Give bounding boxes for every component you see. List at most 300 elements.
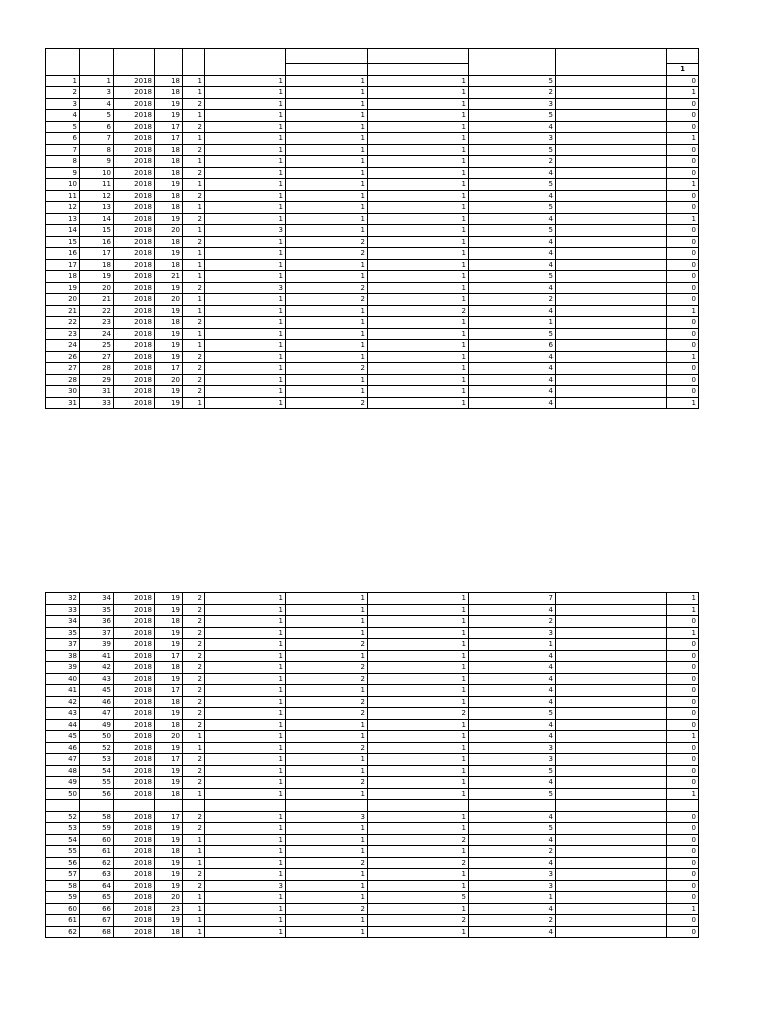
table-cell: 1 [205, 248, 286, 260]
table-cell: 1 [183, 225, 205, 237]
table-row [46, 685, 699, 697]
table-cell: 2 [183, 627, 205, 639]
table-cell: 37 [80, 627, 114, 639]
table-cell: 1 [183, 75, 205, 87]
table-cell: 1 [368, 87, 469, 99]
table-cell: 2 [183, 213, 205, 225]
table-row [46, 742, 699, 754]
table-cell: 1 [667, 788, 699, 800]
table-cell: 18 [80, 259, 114, 271]
table-cell [556, 121, 667, 133]
table-cell: 1 [368, 869, 469, 881]
table-cell: 46 [80, 696, 114, 708]
table-cell: 1 [667, 397, 699, 409]
table-cell: 1 [205, 340, 286, 352]
table-cell: 1 [205, 294, 286, 306]
table-cell: 1 [368, 719, 469, 731]
table-cell [556, 915, 667, 927]
table-cell: 1 [205, 328, 286, 340]
table-cell: 18 [46, 271, 80, 283]
table-cell: 3 [46, 98, 80, 110]
table-cell: 1 [368, 282, 469, 294]
table-cell: 31 [80, 386, 114, 398]
table-cell: 2018 [114, 156, 155, 168]
table-cell: 4 [469, 167, 556, 179]
table-cell: 1 [286, 604, 368, 616]
table-cell: 1 [667, 305, 699, 317]
table-cell: 4 [469, 305, 556, 317]
table-cell: 5 [469, 328, 556, 340]
table-row [46, 351, 699, 363]
table-cell: 1 [368, 328, 469, 340]
table-cell: 1 [205, 271, 286, 283]
table-cell: 1 [286, 133, 368, 145]
table-cell: 0 [667, 259, 699, 271]
table-cell: 1 [183, 87, 205, 99]
table-cell: 1 [286, 685, 368, 697]
table-row [46, 190, 699, 202]
table-cell: 2018 [114, 731, 155, 743]
header-cell [286, 49, 368, 64]
table-cell: 0 [667, 823, 699, 835]
table-cell: 2018 [114, 742, 155, 754]
table-cell: 2018 [114, 248, 155, 260]
table-cell: 67 [80, 915, 114, 927]
table-cell: 54 [46, 834, 80, 846]
table-cell: 1 [205, 915, 286, 927]
table-cell: 17 [155, 650, 183, 662]
table-cell: 1 [205, 639, 286, 651]
table-cell: 0 [667, 236, 699, 248]
table-cell [556, 823, 667, 835]
table-cell: 19 [46, 282, 80, 294]
table-cell: 4 [469, 926, 556, 938]
table-cell [556, 616, 667, 628]
table-cell: 2018 [114, 685, 155, 697]
table-cell: 10 [46, 179, 80, 191]
table-cell: 8 [80, 144, 114, 156]
table-cell: 43 [46, 708, 80, 720]
table-cell: 2 [469, 87, 556, 99]
table-cell: 1 [368, 926, 469, 938]
table-cell: 1 [286, 892, 368, 904]
table-cell: 19 [155, 386, 183, 398]
table-cell: 2 [286, 294, 368, 306]
table-cell: 2 [183, 754, 205, 766]
table-cell: 1 [205, 110, 286, 122]
table-cell: 12 [46, 202, 80, 214]
table-cell [114, 800, 155, 812]
table-cell: 1 [368, 627, 469, 639]
table-cell: 1 [286, 869, 368, 881]
table-cell: 34 [46, 616, 80, 628]
table-cell: 1 [286, 834, 368, 846]
table-cell: 2018 [114, 903, 155, 915]
table-cell: 2018 [114, 593, 155, 605]
table-cell: 6 [46, 133, 80, 145]
table-cell: 2018 [114, 788, 155, 800]
table-cell: 58 [46, 880, 80, 892]
table-cell: 1 [286, 754, 368, 766]
table-cell: 11 [46, 190, 80, 202]
table-cell [155, 800, 183, 812]
table-cell: 0 [667, 156, 699, 168]
table-cell: 1 [667, 593, 699, 605]
table-cell: 17 [155, 133, 183, 145]
table-cell: 1 [205, 351, 286, 363]
table-cell [556, 202, 667, 214]
table-cell [556, 765, 667, 777]
table-cell [667, 800, 699, 812]
table-cell: 17 [155, 685, 183, 697]
table-row [46, 708, 699, 720]
table-cell: 0 [667, 225, 699, 237]
table-cell: 1 [205, 869, 286, 881]
table-cell: 20 [155, 892, 183, 904]
table-cell: 68 [80, 926, 114, 938]
data-table-bottom [45, 592, 699, 938]
table-cell: 47 [80, 708, 114, 720]
table-cell: 1 [368, 846, 469, 858]
table-row [46, 328, 699, 340]
table-cell [556, 282, 667, 294]
table-cell [556, 156, 667, 168]
table-cell: 15 [46, 236, 80, 248]
table-cell: 1 [368, 880, 469, 892]
table-cell: 1 [183, 857, 205, 869]
header-cell [155, 49, 183, 76]
table-row [46, 156, 699, 168]
table-cell: 17 [155, 811, 183, 823]
table-cell: 35 [46, 627, 80, 639]
table-cell: 1 [205, 811, 286, 823]
table-cell [556, 236, 667, 248]
table-cell: 4 [469, 731, 556, 743]
table-cell [556, 328, 667, 340]
table-cell: 13 [80, 202, 114, 214]
table-cell [556, 213, 667, 225]
header-row-1 [46, 49, 699, 64]
table-cell: 1 [205, 190, 286, 202]
table-cell: 4 [80, 98, 114, 110]
table-cell: 1 [205, 593, 286, 605]
table-cell: 41 [46, 685, 80, 697]
table-cell: 1 [205, 892, 286, 904]
table-cell [556, 110, 667, 122]
header-cell [114, 49, 155, 76]
table-cell: 1 [286, 305, 368, 317]
table-cell: 1 [205, 236, 286, 248]
table-cell: 1 [368, 202, 469, 214]
table-cell: 2 [183, 650, 205, 662]
table-cell: 1 [667, 351, 699, 363]
table-cell: 2 [183, 317, 205, 329]
table-cell: 1 [286, 616, 368, 628]
table-cell: 1 [183, 742, 205, 754]
table-cell: 3 [205, 225, 286, 237]
table-cell: 4 [469, 673, 556, 685]
table-row [46, 282, 699, 294]
table-cell: 1 [205, 685, 286, 697]
table-cell: 2 [183, 765, 205, 777]
table-cell: 19 [155, 98, 183, 110]
table-cell: 2 [368, 915, 469, 927]
table-cell: 2018 [114, 328, 155, 340]
table-cell: 1 [286, 156, 368, 168]
table-cell: 1 [368, 294, 469, 306]
table-cell: 4 [469, 857, 556, 869]
table-cell: 45 [46, 731, 80, 743]
header-cell [205, 49, 286, 76]
table-cell [556, 75, 667, 87]
table-cell [556, 811, 667, 823]
table-cell: 1 [368, 167, 469, 179]
table-cell: 2 [286, 742, 368, 754]
table-cell: 24 [80, 328, 114, 340]
table-row [46, 236, 699, 248]
table-cell: 1 [183, 397, 205, 409]
table-cell: 1 [183, 133, 205, 145]
table-cell [556, 305, 667, 317]
table-cell: 2 [183, 144, 205, 156]
table-cell [556, 857, 667, 869]
table-cell: 2018 [114, 915, 155, 927]
table-cell [46, 800, 80, 812]
table-cell: 1 [286, 593, 368, 605]
table-cell: 1 [183, 259, 205, 271]
table-row [46, 777, 699, 789]
table-cell [556, 800, 667, 812]
table-cell: 0 [667, 294, 699, 306]
table-cell: 2 [469, 915, 556, 927]
table-cell: 2 [469, 294, 556, 306]
table-cell: 9 [80, 156, 114, 168]
header-cell [368, 64, 469, 76]
table-cell: 1 [286, 259, 368, 271]
table-cell [556, 179, 667, 191]
table-cell: 2018 [114, 271, 155, 283]
header-cell [469, 49, 556, 76]
table-cell: 18 [155, 926, 183, 938]
table-cell: 19 [155, 328, 183, 340]
table-cell: 19 [155, 834, 183, 846]
table-cell: 1 [205, 708, 286, 720]
table-cell: 0 [667, 696, 699, 708]
table-cell: 0 [667, 926, 699, 938]
table-cell: 3 [469, 754, 556, 766]
table-cell: 1 [205, 133, 286, 145]
table-cell: 1 [205, 374, 286, 386]
table-cell: 1 [368, 374, 469, 386]
table-cell: 2018 [114, 397, 155, 409]
table-cell: 1 [368, 340, 469, 352]
table-cell: 2018 [114, 708, 155, 720]
table-cell: 1 [183, 179, 205, 191]
table-cell: 1 [286, 386, 368, 398]
table-cell: 2 [286, 248, 368, 260]
table-cell: 1 [205, 834, 286, 846]
table-cell: 0 [667, 75, 699, 87]
table-cell: 0 [667, 719, 699, 731]
table-cell: 18 [155, 719, 183, 731]
table-cell: 1 [368, 225, 469, 237]
table-cell: 26 [46, 351, 80, 363]
table-cell: 2018 [114, 305, 155, 317]
table-cell: 0 [667, 363, 699, 375]
table-cell: 1 [205, 616, 286, 628]
header-cell [46, 49, 80, 76]
table-cell: 1 [286, 121, 368, 133]
table-cell: 37 [46, 639, 80, 651]
table-cell [286, 800, 368, 812]
table-cell: 0 [667, 202, 699, 214]
table-cell: 54 [80, 765, 114, 777]
table-cell [556, 363, 667, 375]
table-cell: 60 [80, 834, 114, 846]
table-cell: 1 [183, 271, 205, 283]
table-cell: 42 [80, 662, 114, 674]
table-cell: 19 [155, 823, 183, 835]
table-cell: 1 [183, 926, 205, 938]
table-cell: 2018 [114, 639, 155, 651]
table-cell: 4 [469, 696, 556, 708]
table-cell: 1 [368, 259, 469, 271]
table-cell: 21 [155, 271, 183, 283]
table-cell: 2018 [114, 225, 155, 237]
table-cell: 4 [469, 363, 556, 375]
table-cell: 18 [155, 788, 183, 800]
table-cell: 19 [155, 282, 183, 294]
table-cell: 1 [368, 903, 469, 915]
table-cell: 20 [80, 282, 114, 294]
table-cell: 1 [368, 742, 469, 754]
table-cell: 43 [80, 673, 114, 685]
table-cell: 2 [286, 708, 368, 720]
table-cell: 1 [286, 167, 368, 179]
table-cell: 1 [205, 397, 286, 409]
table-cell: 2018 [114, 179, 155, 191]
table-cell: 49 [46, 777, 80, 789]
table-cell: 4 [469, 604, 556, 616]
table-cell: 18 [155, 87, 183, 99]
table-cell: 3 [286, 811, 368, 823]
table-row [46, 650, 699, 662]
table-row [46, 340, 699, 352]
table-row [46, 869, 699, 881]
table-cell: 2 [183, 708, 205, 720]
table-cell: 39 [80, 639, 114, 651]
table-cell: 18 [155, 259, 183, 271]
table-cell [556, 788, 667, 800]
table-cell: 1 [368, 156, 469, 168]
table-cell: 20 [155, 225, 183, 237]
table-row [46, 259, 699, 271]
table-cell: 5 [469, 110, 556, 122]
table-cell: 2 [183, 282, 205, 294]
table-cell: 1 [368, 236, 469, 248]
table-cell: 1 [286, 75, 368, 87]
table-cell: 1 [205, 696, 286, 708]
table-cell: 1 [368, 777, 469, 789]
table-cell: 1 [286, 731, 368, 743]
table-cell: 5 [80, 110, 114, 122]
table-cell: 1 [286, 179, 368, 191]
table-cell: 3 [469, 627, 556, 639]
table-cell: 19 [155, 765, 183, 777]
table-row [46, 363, 699, 375]
table-cell: 1 [286, 271, 368, 283]
table-cell: 1 [368, 317, 469, 329]
table-row [46, 75, 699, 87]
table-cell: 1 [368, 363, 469, 375]
table-cell: 1 [368, 248, 469, 260]
table-cell: 2 [183, 351, 205, 363]
table-cell [556, 225, 667, 237]
table-cell [556, 604, 667, 616]
table-cell: 2 [183, 386, 205, 398]
table-cell: 2 [183, 639, 205, 651]
table-cell: 19 [155, 708, 183, 720]
table-cell: 27 [80, 351, 114, 363]
header-cell [80, 49, 114, 76]
table-cell: 1 [205, 788, 286, 800]
table-cell: 2 [368, 305, 469, 317]
table-row [46, 225, 699, 237]
table-cell: 1 [205, 386, 286, 398]
header-cell [667, 49, 699, 64]
table-cell: 2 [286, 639, 368, 651]
table-cell: 14 [80, 213, 114, 225]
table-cell: 0 [667, 662, 699, 674]
table-cell [368, 800, 469, 812]
table-cell [80, 800, 114, 812]
table-cell: 2 [286, 673, 368, 685]
table-cell: 3 [469, 742, 556, 754]
table-cell: 2 [183, 811, 205, 823]
table-cell: 19 [155, 179, 183, 191]
table-cell: 1 [286, 87, 368, 99]
table-cell: 2018 [114, 144, 155, 156]
table-cell: 1 [205, 317, 286, 329]
table-cell: 59 [46, 892, 80, 904]
table-cell: 65 [80, 892, 114, 904]
table-row [46, 754, 699, 766]
table-cell: 1 [286, 880, 368, 892]
table-cell: 1 [368, 179, 469, 191]
table-cell: 45 [80, 685, 114, 697]
table-cell: 1 [183, 110, 205, 122]
table-cell: 4 [469, 719, 556, 731]
table-cell: 0 [667, 685, 699, 697]
header-cell [286, 64, 368, 76]
table-cell: 0 [667, 271, 699, 283]
table-cell: 18 [155, 236, 183, 248]
table-cell: 2 [286, 857, 368, 869]
table-cell: 2 [368, 708, 469, 720]
table-row [46, 213, 699, 225]
table-row [46, 696, 699, 708]
table-cell: 1 [286, 144, 368, 156]
table-row [46, 110, 699, 122]
table-cell: 20 [155, 294, 183, 306]
table-cell: 1 [286, 788, 368, 800]
table-cell: 28 [80, 363, 114, 375]
table-cell: 18 [155, 662, 183, 674]
table-cell: 1 [205, 167, 286, 179]
table-cell: 1 [46, 75, 80, 87]
table-cell: 13 [46, 213, 80, 225]
table-cell: 55 [80, 777, 114, 789]
